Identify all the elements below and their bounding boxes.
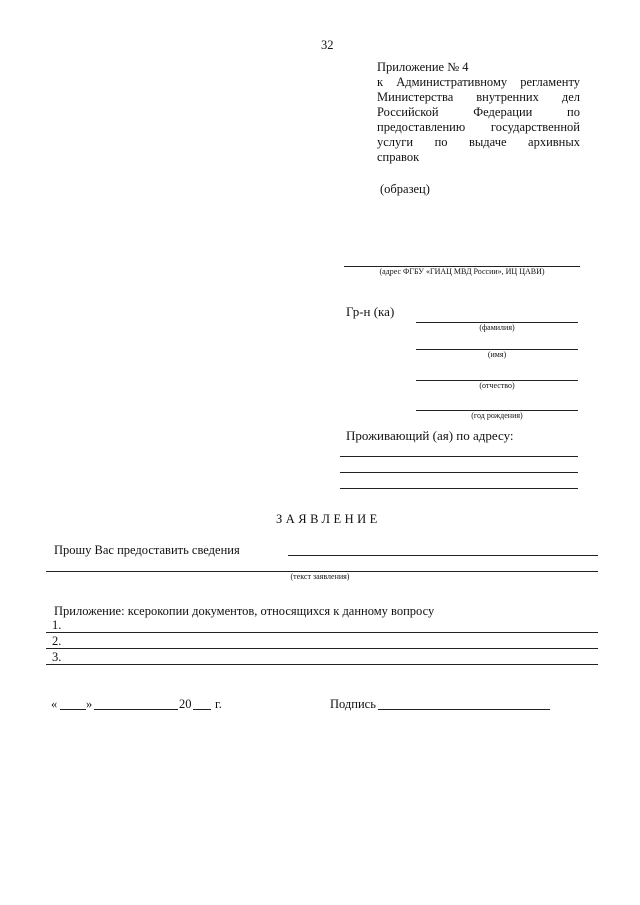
appendix-line [377, 105, 580, 120]
surname-caption: (фамилия) [479, 323, 515, 332]
appendix-title: Приложение № 4 [377, 60, 469, 74]
statement-text-caption: (текст заявления) [290, 572, 350, 581]
request-line [288, 555, 598, 556]
appendix-word: услуги [377, 135, 414, 149]
appendix-word: Административному [396, 75, 508, 89]
day-line [60, 709, 86, 710]
residence-line-2 [340, 472, 578, 473]
attachment-item: 2. [52, 634, 62, 648]
appendix-line [377, 75, 580, 90]
date-open-quote: « [51, 697, 58, 711]
appendix-word: государственной [490, 120, 580, 134]
sample-mark: (образец) [380, 182, 430, 196]
appendix-word: по [567, 105, 580, 119]
appendix-word: к [377, 75, 384, 89]
appendix-line [377, 90, 580, 105]
appendix-word: предоставлению [377, 120, 466, 134]
year-line [193, 709, 211, 710]
appendix-word: Федерации [473, 105, 533, 119]
address-caption: (адрес ФГБУ «ГИАЦ МВД России», ИЦ ЦАВИ) [379, 267, 545, 276]
attachment-line-2 [46, 648, 598, 649]
patronymic-caption: (отчество) [479, 381, 515, 390]
appendix-word: Министерства [377, 90, 454, 104]
signature-line [378, 709, 550, 710]
appendix-word: дел [561, 90, 580, 104]
attachment-item: 1. [52, 618, 62, 632]
date-close-quote: » [86, 697, 93, 711]
appendix-word: Российской [377, 105, 439, 119]
page-number: 32 [321, 38, 334, 52]
residence-label: Проживающий (ая) по адресу: [346, 428, 514, 443]
appendix-line [377, 120, 580, 135]
attachment-line-1 [46, 632, 598, 633]
appendix-word: архивных [528, 135, 580, 149]
residence-line-3 [340, 488, 578, 489]
statement-heading: ЗАЯВЛЕНИЕ [276, 512, 381, 526]
appendix-word: выдаче [469, 135, 507, 149]
month-line [94, 709, 178, 710]
name-caption: (имя) [487, 350, 507, 359]
citizen-label: Гр-н (ка) [346, 304, 395, 319]
attachment-item: 3. [52, 650, 62, 664]
appendix-word: внутренних [476, 90, 539, 104]
residence-line-1 [340, 456, 578, 457]
birth-year-caption: (год рождения) [471, 411, 523, 420]
appendix-line [377, 135, 580, 150]
appendix-word: по [434, 135, 448, 149]
appendix-word: справок [377, 150, 420, 164]
attachment-line-3 [46, 664, 598, 665]
appendix-line [377, 150, 419, 165]
attachments-label: Приложение: ксерокопии документов, относящихся к данному вопросу [54, 604, 435, 618]
request-text: Прошу Вас предоставить сведения [54, 543, 240, 557]
appendix-word: регламенту [520, 75, 580, 89]
year-prefix: 20 [179, 697, 192, 711]
signature-label: Подпись [330, 697, 376, 711]
year-suffix: г. [215, 697, 222, 711]
